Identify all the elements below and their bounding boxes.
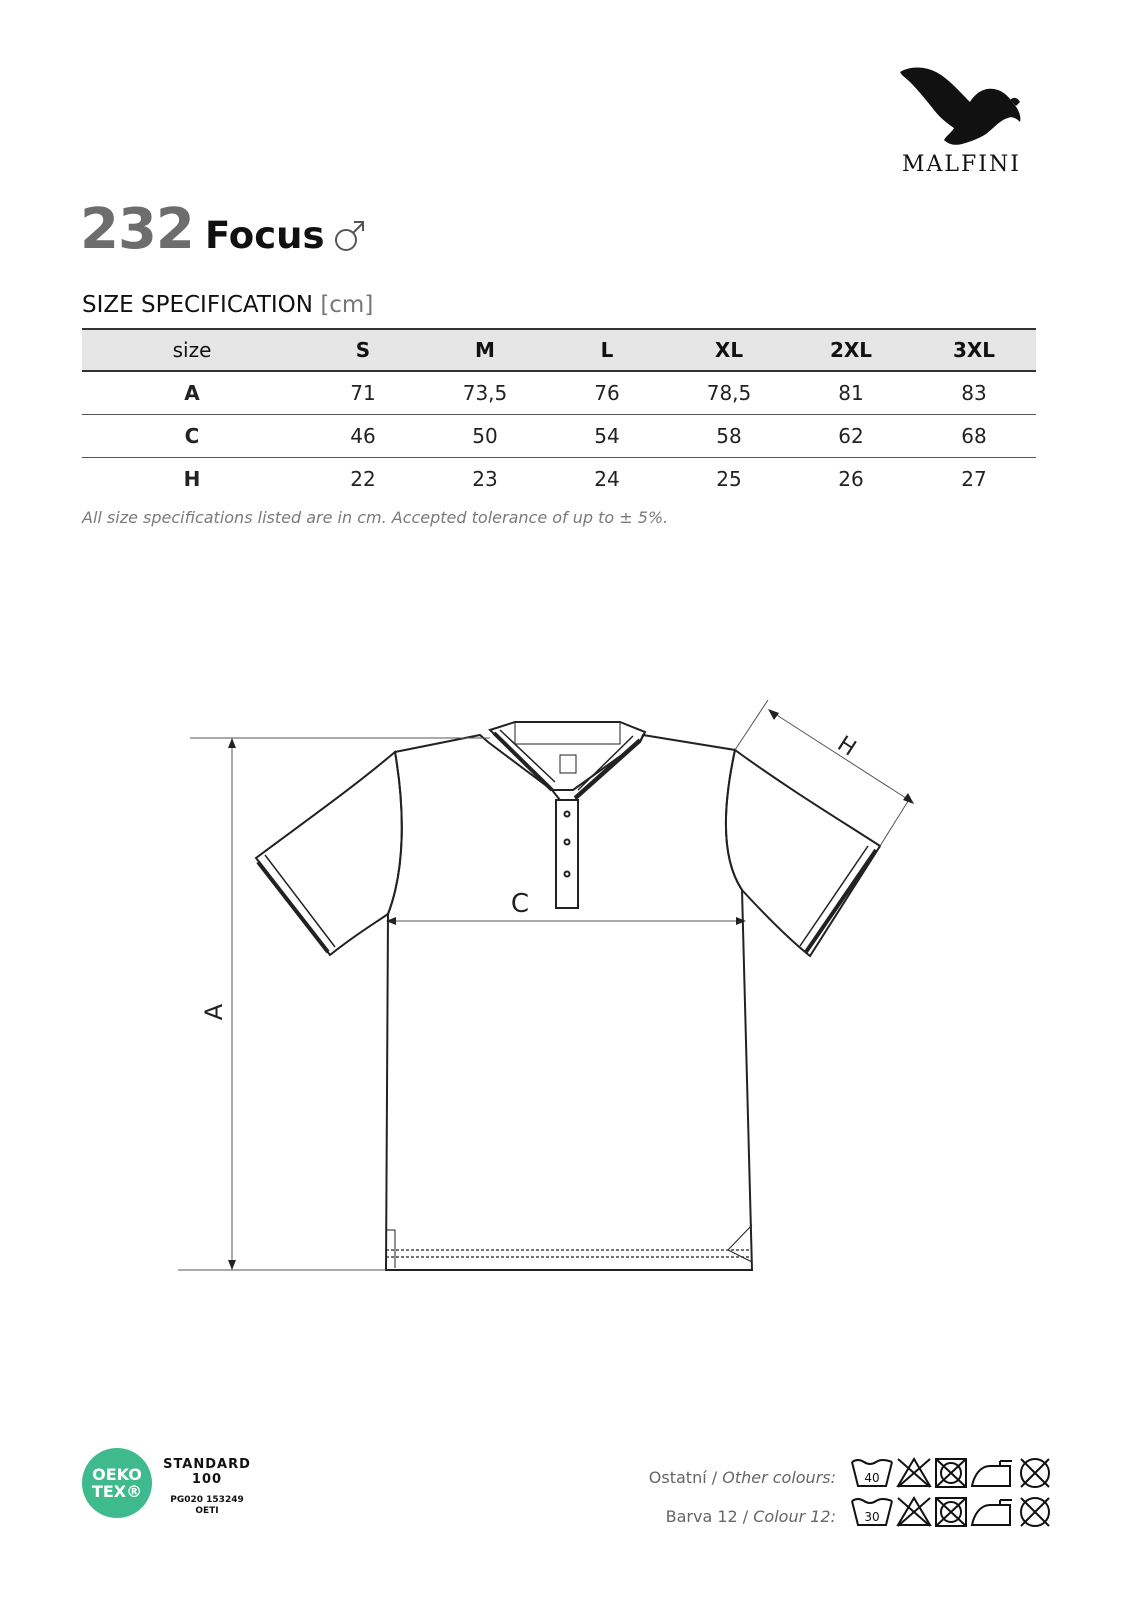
dimension-label-c: C	[510, 889, 530, 919]
table-header-row	[82, 329, 1036, 371]
iron-icon	[972, 1461, 1012, 1486]
standard-line: STANDARD	[163, 1457, 251, 1472]
column-header: L	[600, 338, 614, 362]
table-cell: 81	[838, 380, 864, 405]
row-label: H	[183, 466, 201, 491]
spec-heading-text: SIZE SPECIFICATION	[82, 292, 313, 318]
care-label-en: Other colours:	[722, 1468, 836, 1487]
row-label: C	[184, 423, 200, 448]
table-cell: 23	[472, 466, 498, 491]
tex-line: TEX®	[91, 1482, 143, 1501]
wash-temperature: 30	[864, 1510, 880, 1524]
spec-heading	[82, 292, 373, 318]
care-label-cz: Ostatní /	[648, 1468, 723, 1487]
no-tumble-dry-icon	[936, 1498, 966, 1526]
oeko-line: OEKO	[92, 1465, 142, 1484]
table-cell: 58	[716, 423, 742, 448]
table-cell: 83	[961, 380, 987, 405]
table-cell: 24	[594, 466, 620, 491]
table-cell: 25	[716, 466, 742, 491]
row-label: A	[184, 380, 200, 405]
care-label-cz: Barva 12 /	[665, 1507, 754, 1526]
column-header: 3XL	[952, 338, 996, 362]
standard-number: 100	[191, 1472, 223, 1487]
oeko-certificate	[162, 1495, 252, 1517]
table-cell: 71	[350, 380, 376, 405]
brand-logo-text: MALFINI	[902, 152, 1021, 177]
column-header: M	[475, 338, 495, 362]
oeko-standard	[162, 1457, 252, 1487]
table-cell: 27	[961, 466, 987, 491]
table-cell: 68	[961, 423, 987, 448]
male-symbol-icon	[334, 218, 366, 254]
table-cell: 76	[594, 380, 620, 405]
care-row-label	[506, 1507, 836, 1526]
size-table	[82, 328, 1036, 500]
dimension-label-h: H	[832, 731, 861, 762]
table-cell: 78,5	[706, 380, 752, 405]
table-row	[82, 457, 1036, 500]
care-label-en: Colour 12:	[753, 1507, 836, 1526]
table-cell: 26	[838, 466, 864, 491]
no-bleach-icon	[898, 1498, 930, 1526]
oeko-tex-badge	[82, 1448, 152, 1518]
column-header: size	[172, 338, 212, 362]
column-header: S	[355, 338, 371, 362]
polo-shirt-diagram	[0, 680, 1131, 1300]
no-dry-clean-icon	[1021, 1459, 1049, 1487]
eagle-icon	[900, 62, 1040, 152]
spec-unit: [cm]	[320, 292, 374, 318]
table-row	[82, 414, 1036, 457]
product-name: Focus	[205, 214, 325, 257]
table-cell: 62	[838, 423, 864, 448]
certificate-institute: OETI	[195, 1506, 219, 1516]
table-row	[82, 371, 1036, 414]
no-tumble-dry-icon	[936, 1459, 966, 1487]
no-dry-clean-icon	[1021, 1498, 1049, 1526]
product-code: 232	[80, 197, 194, 262]
column-header: XL	[714, 338, 744, 362]
wash-temperature: 40	[864, 1471, 880, 1485]
tolerance-note: All size specifications listed are in cm. Accepted tolerance of up to ± 5%.	[82, 508, 669, 527]
certificate-number: PG020 153249	[170, 1495, 244, 1505]
column-header: 2XL	[829, 338, 873, 362]
table-cell: 73,5	[462, 380, 508, 405]
care-symbols-row	[850, 1456, 1062, 1490]
care-symbols-row	[850, 1495, 1062, 1529]
dimension-label-a: A	[200, 1003, 228, 1021]
table-cell: 46	[350, 423, 376, 448]
table-cell: 22	[350, 466, 376, 491]
care-row-label	[506, 1468, 836, 1487]
no-bleach-icon	[898, 1459, 930, 1487]
iron-icon	[972, 1500, 1012, 1525]
table-cell: 54	[594, 423, 620, 448]
table-cell: 50	[472, 423, 498, 448]
